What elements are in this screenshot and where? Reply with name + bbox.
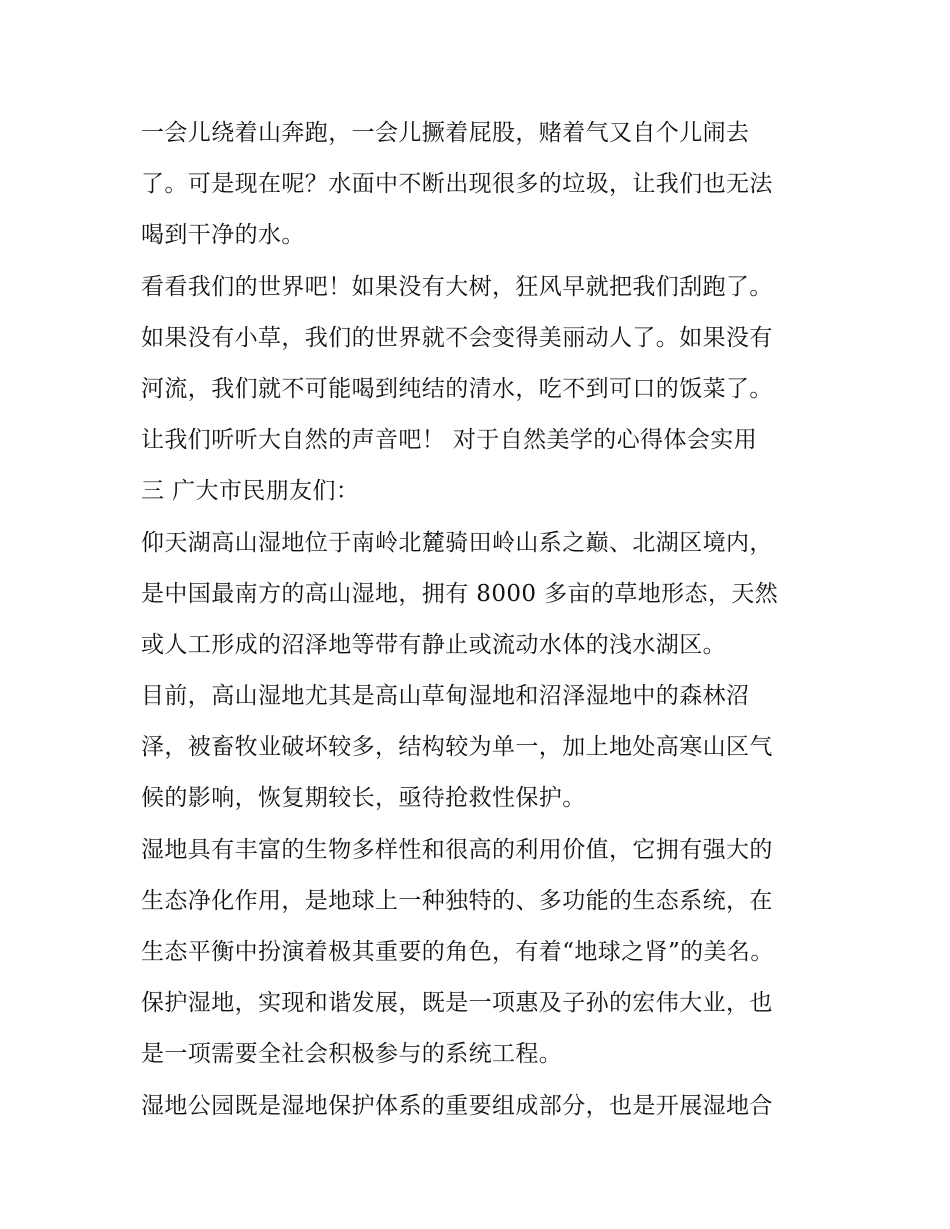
paragraph — [141, 262, 821, 518]
text-line: 让我们听听大自然的声音吧！ 对于自然美学的心得体会实用 — [141, 427, 758, 454]
text-line: 如果没有小草，我们的世界就不会变得美丽动人了。如果没有 — [141, 324, 773, 351]
text-line: 候的影响，恢复期较长，亟待抢救性保护。 — [141, 785, 586, 812]
text-line: 湿地具有丰富的生物多样性和很高的利用价值，它拥有强大的 — [141, 836, 773, 863]
text-line: 生态平衡中扮演着极其重要的角色，有着“地球之肾”的美名。 — [141, 939, 774, 965]
text-line: 是一项需要全社会积极参与的系统工程。 — [141, 1041, 563, 1068]
paragraph — [141, 825, 821, 979]
text-line: 河流，我们就不可能喝到纯结的清水，吃不到可口的饭菜了。 — [141, 375, 773, 402]
paragraph — [141, 108, 821, 262]
text-line: 三 广大市民朋友们： — [141, 478, 360, 505]
text-line: 看看我们的世界吧！如果没有大树，狂风早就把我们刮跑了。 — [141, 273, 773, 300]
paragraph — [141, 1081, 821, 1132]
text-line: 是中国最南方的高山湿地，拥有 8000 多亩的草地形态，天然 — [141, 580, 779, 607]
text-line: 目前，高山湿地尤其是高山草甸湿地和沼泽湿地中的森林沼 — [141, 683, 750, 710]
text-line: 仰天湖高山湿地位于南岭北麓骑田岭山系之巅、北湖区境内， — [141, 529, 773, 556]
text-line: 生态净化作用，是地球上一种独特的、多功能的生态系统，在 — [141, 887, 773, 914]
text-line: 或人工形成的沼泽地等带有静止或流动水体的浅水湖区。 — [141, 631, 726, 658]
text-line: 湿地公园既是湿地保护体系的重要组成部分，也是开展湿地合 — [141, 1092, 773, 1119]
text-line: 喝到干净的水。 — [141, 222, 305, 249]
document-body — [141, 108, 821, 1132]
paragraph — [141, 978, 821, 1080]
text-line: 一会儿绕着山奔跑，一会儿撅着屁股，赌着气又自个儿闹去 — [141, 120, 750, 146]
text-line: 保护湿地，实现和谐发展，既是一项惠及子孙的宏伟大业，也 — [141, 990, 773, 1017]
text-line: 泽，被畜牧业破坏较多，结构较为单一，加上地处高寒山区气 — [141, 734, 773, 761]
paragraph — [141, 518, 821, 672]
paragraph — [141, 671, 821, 825]
text-line: 了。可是现在呢？水面中不断出现很多的垃圾，让我们也无法 — [141, 171, 773, 198]
